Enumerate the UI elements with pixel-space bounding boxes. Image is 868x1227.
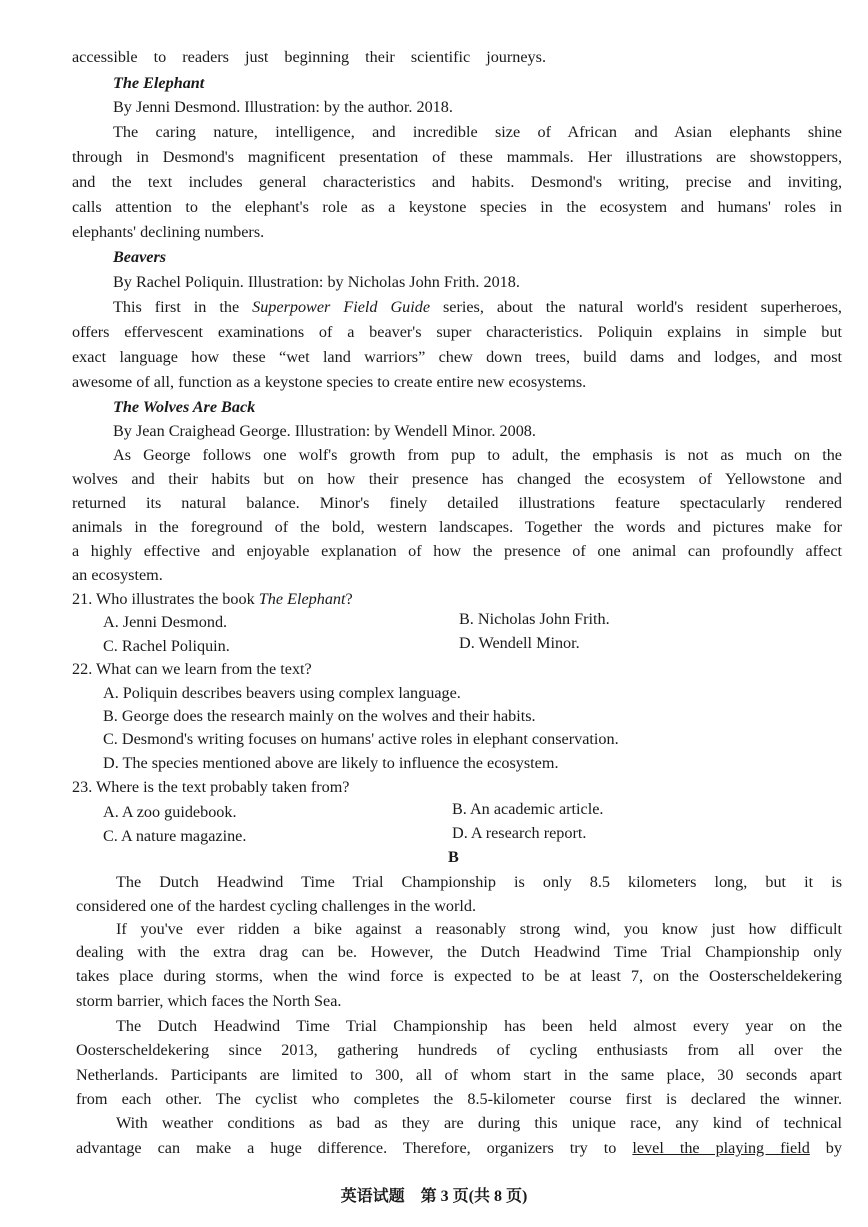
body-line: calls attention to the elephant's role as a keystone species in the ecosystem and humans' roles in xyxy=(72,198,842,216)
body-line: The Dutch Headwind Time Trial Championship is only 8.5 kilometers long, but it is xyxy=(116,873,842,891)
option-23b: B. An academic article. xyxy=(452,800,604,818)
option-21a: A. Jenni Desmond. xyxy=(103,613,228,631)
underlined-phrase: level the playing field xyxy=(632,1139,810,1157)
body-line: wolves and their habits but on how their presence has changed the ecosystem of Yellowstone and xyxy=(72,470,842,488)
option-21c: C. Rachel Poliquin. xyxy=(103,637,230,655)
body-line: an ecosystem. xyxy=(72,566,163,584)
option-22c: C. Desmond's writing focuses on humans' active roles in elephant conservation. xyxy=(103,730,619,748)
option-21d: D. Wendell Minor. xyxy=(459,634,580,652)
body-line: The caring nature, intelligence, and incredible size of African and Asian elephants shine xyxy=(113,123,842,141)
text-span: 21. Who illustrates the book xyxy=(72,590,259,608)
body-line: exact language how these “wet land warriors” chew down trees, build dams and lodges, and most xyxy=(72,348,842,366)
body-line: considered one of the hardest cycling challenges in the world. xyxy=(76,897,477,915)
body-line: accessible to readers just beginning their scientific journeys. xyxy=(72,48,546,66)
body-line: dealing with the extra drag can be. However, the Dutch Headwind Time Trial Championship only xyxy=(76,943,842,961)
question-23: 23. Where is the text probably taken from? xyxy=(72,778,350,796)
book-title-wolves: The Wolves Are Back xyxy=(113,398,256,416)
body-line: animals in the foreground of the bold, western landscapes. Together the words and pictures make for xyxy=(72,518,842,536)
body-line: offers effervescent examinations of a beaver's super characteristics. Poliquin explains in simple but xyxy=(72,323,842,341)
body-line: The Dutch Headwind Time Trial Championship has been held almost every year on the xyxy=(116,1017,842,1035)
body-line: from each other. The cyclist who completes the 8.5-kilometer course first is declared the winner. xyxy=(76,1090,842,1108)
body-line: As George follows one wolf's growth from pup to adult, the emphasis is not as much on the xyxy=(113,446,842,464)
body-line xyxy=(76,1138,842,1158)
body-line: Oosterscheldekering since 2013, gathering hundreds of cycling enthusiasts from all over the xyxy=(76,1041,842,1059)
book-title-beavers: Beavers xyxy=(113,248,167,266)
body-line: If you've ever ridden a bike against a reasonably strong wind, you know just how difficult xyxy=(116,920,842,938)
section-heading-b: B xyxy=(448,848,459,866)
book-credit-beavers: By Rachel Poliquin. Illustration: by Nicholas John Frith. 2018. xyxy=(113,273,520,291)
option-22d: D. The species mentioned above are likely to influence the ecosystem. xyxy=(103,754,559,772)
text-span: This first in the xyxy=(113,298,253,316)
text-span: advantage can make a huge difference. Therefore, organizers try to xyxy=(76,1139,633,1157)
body-line xyxy=(113,297,842,317)
text-span: by xyxy=(809,1139,842,1157)
option-22b: B. George does the research mainly on the wolves and their habits. xyxy=(103,707,536,725)
page-footer: 英语试题 第 3 页(共 8 页) xyxy=(340,1188,528,1205)
question-22: 22. What can we learn from the text? xyxy=(72,660,312,678)
book-title-elephant: The Elephant xyxy=(113,74,205,92)
body-line: storm barrier, which faces the North Sea. xyxy=(76,992,342,1010)
body-line: a highly effective and enjoyable explanation of how the presence of one animal can profoundly affect xyxy=(72,542,842,560)
option-22a: A. Poliquin describes beavers using complex language. xyxy=(103,684,461,702)
option-21b: B. Nicholas John Frith. xyxy=(459,610,610,628)
body-line: elephants' declining numbers. xyxy=(72,223,265,241)
book-title-ref: The Elephant xyxy=(258,590,346,608)
option-23d: D. A research report. xyxy=(452,824,587,842)
book-credit-elephant: By Jenni Desmond. Illustration: by the author. 2018. xyxy=(113,98,453,116)
body-line: through in Desmond's magnificent presentation of these mammals. Her illustrations are showstoppers, xyxy=(72,148,842,166)
option-23c: C. A nature magazine. xyxy=(103,827,247,845)
body-line: and the text includes general characteristics and habits. Desmond's writing, precise and inviting, xyxy=(72,173,842,191)
body-line: awesome of all, function as a keystone species to create entire new ecosystems. xyxy=(72,373,587,391)
text-span: ? xyxy=(345,590,353,608)
body-line: takes place during storms, when the wind force is expected to be at least 7, on the Oosterscheldekering xyxy=(76,967,842,985)
series-title: Superpower Field Guide xyxy=(252,298,431,316)
text-span: series, about the natural world's resident superheroes, xyxy=(430,298,842,316)
book-credit-wolves: By Jean Craighead George. Illustration: by Wendell Minor. 2008. xyxy=(113,422,536,440)
body-line: With weather conditions as bad as they are during this unique race, any kind of technical xyxy=(116,1114,842,1132)
option-23a: A. A zoo guidebook. xyxy=(103,803,237,821)
body-line: returned its natural balance. Minor's finely detailed illustrations feature spectacularly rendered xyxy=(72,494,842,512)
body-line: Netherlands. Participants are limited to 300, all of whom start in the same place, 30 seconds apart xyxy=(76,1066,842,1084)
question-21 xyxy=(72,589,353,609)
